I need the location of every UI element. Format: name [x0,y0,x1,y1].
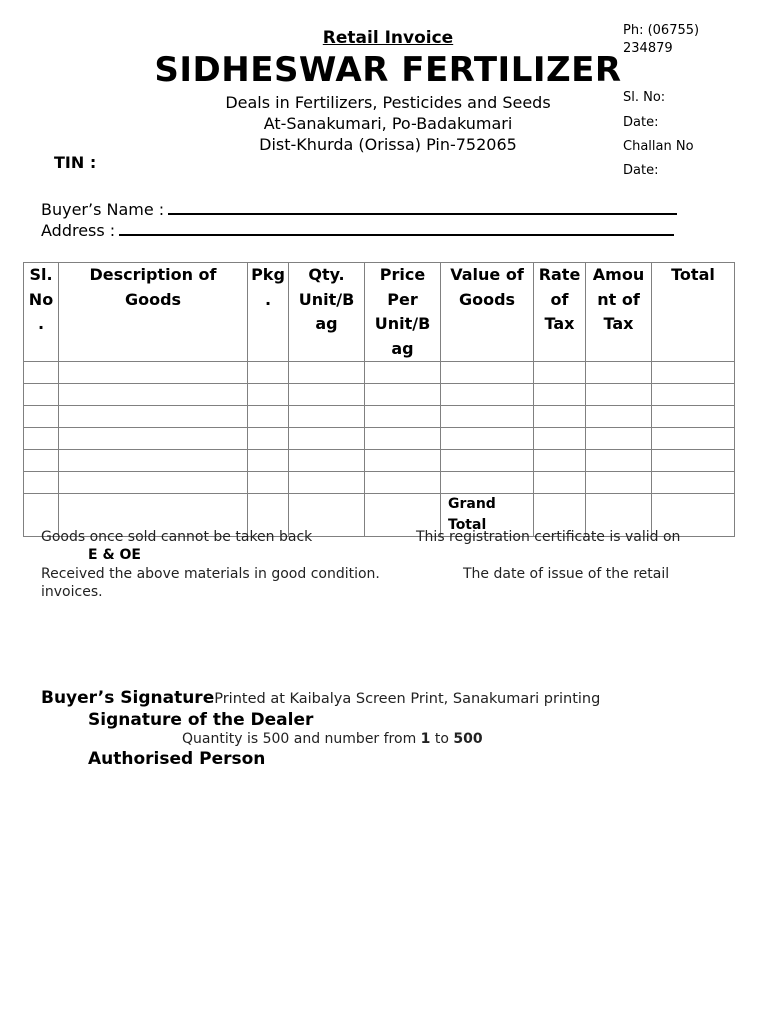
table-cell[interactable] [441,450,534,472]
table-cell[interactable] [289,450,365,472]
items-table [23,262,735,537]
table-cell[interactable] [59,362,248,384]
tin-label: TIN : [54,153,97,172]
buyer-name-row [41,200,677,219]
quantity-to-word: to [430,731,454,747]
buyer-name-line[interactable] [168,201,677,215]
invoice-title: Retail Invoice [322,28,454,48]
column-header: Value of Goods [441,263,534,362]
table-cell[interactable] [59,428,248,450]
table-cell[interactable] [248,450,289,472]
table-row [24,362,735,384]
printer-credit: Printed at Kaibalya Screen Print, Sanakumari printing [214,691,601,707]
table-cell[interactable] [441,406,534,428]
phone-number: 234879 [623,41,673,56]
table-cell[interactable] [24,428,59,450]
table-cell[interactable] [289,362,365,384]
buyer-address-label: Address : [41,221,116,240]
phone-label: Ph: (06755) [623,23,700,38]
received-note: Received the above materials in good condition. [41,566,380,582]
quantity-prefix: Quantity is 500 and number from [182,731,421,747]
table-cell[interactable] [652,428,735,450]
table-cell[interactable] [652,472,735,494]
buyer-name-label: Buyer’s Name : [41,200,165,219]
date-label: Date: [623,115,659,130]
table-cell[interactable] [365,384,441,406]
table-row [24,428,735,450]
column-header: Rate of Tax [534,263,586,362]
eoe-label: E & OE [88,547,141,563]
buyer-address-line[interactable] [119,222,674,236]
table-cell[interactable] [289,384,365,406]
column-header: Description of Goods [59,263,248,362]
table-cell[interactable] [248,362,289,384]
table-cell[interactable] [586,450,652,472]
table-cell[interactable] [24,384,59,406]
column-header: Qty. Unit/B ag [289,263,365,362]
table-cell[interactable] [365,472,441,494]
table-cell[interactable] [534,362,586,384]
column-header: Amou nt of Tax [586,263,652,362]
table-cell[interactable] [248,472,289,494]
challan-no-label: Challan No [623,139,694,154]
table-row [24,384,735,406]
table-cell[interactable] [59,406,248,428]
table-cell[interactable] [441,428,534,450]
table-cell[interactable] [534,406,586,428]
date-issue-note: The date of issue of the retail [463,566,670,582]
table-cell[interactable] [365,406,441,428]
column-header: Sl. No . [24,263,59,362]
table-cell[interactable] [24,472,59,494]
table-row [24,450,735,472]
table-cell[interactable] [534,428,586,450]
table-cell[interactable] [441,362,534,384]
table-cell[interactable] [652,362,735,384]
buyer-signature-label: Buyer’s Signature [41,688,215,708]
table-cell[interactable] [24,406,59,428]
table-cell[interactable] [586,362,652,384]
table-header-row [24,263,735,362]
authorised-person-label: Authorised Person [88,749,266,769]
table-row [24,406,735,428]
company-address-line1: At-Sanakumari, Po-Badakumari [263,114,513,133]
challan-date-label: Date: [623,163,659,178]
sl-no-label: Sl. No: [623,90,666,105]
company-name: SIDHESWAR FERTILIZER [154,50,622,90]
table-cell[interactable] [365,450,441,472]
table-cell[interactable] [586,406,652,428]
table-cell[interactable] [59,450,248,472]
registration-note: This registration certificate is valid on [416,529,681,545]
table-cell[interactable] [365,428,441,450]
table-cell[interactable] [441,384,534,406]
table-cell[interactable] [248,384,289,406]
table-cell[interactable] [24,450,59,472]
dealer-signature-label: Signature of the Dealer [88,710,314,730]
quantity-from: 1 [420,731,431,747]
buyer-address-row [41,221,674,240]
column-header: Price Per Unit/B ag [365,263,441,362]
table-cell[interactable] [534,384,586,406]
table-cell[interactable] [289,428,365,450]
table-cell[interactable] [586,428,652,450]
table-cell[interactable] [365,362,441,384]
table-cell[interactable] [59,472,248,494]
table-row [24,472,735,494]
table-cell[interactable] [534,472,586,494]
company-address-line2: Dist-Khurda (Orissa) Pin-752065 [259,135,517,154]
signature-line [41,688,600,708]
table-cell[interactable] [534,450,586,472]
grand-total-label: Grand Total [448,496,496,533]
invoices-word: invoices. [41,584,103,600]
table-cell[interactable] [289,472,365,494]
column-header: Total [652,263,735,362]
table-cell[interactable] [652,384,735,406]
table-cell[interactable] [24,362,59,384]
table-cell[interactable] [586,384,652,406]
quantity-to: 500 [453,731,483,747]
table-cell[interactable] [586,472,652,494]
table-cell[interactable] [652,406,735,428]
no-return-note: Goods once sold cannot be taken back [41,529,313,545]
table-cell[interactable] [652,450,735,472]
table-cell[interactable] [248,406,289,428]
table-cell[interactable] [248,428,289,450]
table-cell[interactable] [289,406,365,428]
company-tagline: Deals in Fertilizers, Pesticides and Seeds [225,93,551,112]
table-cell[interactable] [441,472,534,494]
column-header: Pkg . [248,263,289,362]
print-quantity-note [182,731,483,747]
table-cell[interactable] [59,384,248,406]
